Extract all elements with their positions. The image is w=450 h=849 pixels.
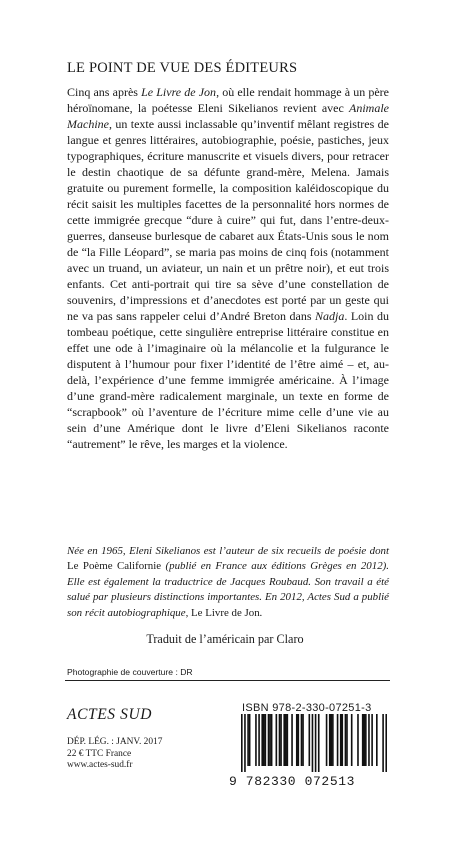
barcode-bar	[247, 714, 249, 766]
barcode-bar	[279, 714, 281, 766]
barcode-bar	[312, 714, 314, 772]
barcode-digits: 9 782330 072513	[229, 774, 356, 789]
barcode-bar	[283, 714, 285, 766]
legal-info	[67, 737, 162, 772]
barcode-bar	[368, 714, 370, 766]
barcode-bar	[326, 714, 328, 766]
description-text-3: , un texte aussi inclassable qu’inventif mêlant registres de langue et genres littéraires, autobiographie, poésie, pastiches, jeux typographiques, écriture manuscrite et visuels divers, pour retracer le destin chaotique de sa défunte grand-mère, Melena. Jamais gratuite ou purement formelle, la composition kaléidoscopique du récit saisit les multiples facettes de la personnalité hors normes de cette immigrée grecque “dure à cuire” qui fut, dans l’entre-deux-guerres, danseuse burlesque de cabaret aux États-Unis sous le nom de “la Fille Léopard”, se maria pas moins de cinq fois (notamment avec un truand, un aviateur, un nain et un prêtre noir), et eut trois enfants. Cet anti-portrait qui tire sa sève d’une constellation de souvenirs, d’impressions et d’anecdotes est porté par un geste qui ne va pas sans rappeler celui d’André Breton dans	[67, 117, 389, 323]
translator-credit: Traduit de l’américain par Claro	[146, 632, 304, 646]
bio-title-poeme: Le Poème Californie	[67, 560, 162, 573]
barcode-bar	[376, 714, 378, 766]
barcode-bar	[309, 714, 311, 766]
barcode-bar	[291, 714, 293, 766]
description-text-2: , où elle rendait hommage à un père héroïnomane, la poétesse Eleni Sikelianos revient avec	[67, 85, 389, 115]
barcode-bar	[318, 714, 320, 772]
divider	[65, 680, 390, 681]
barcode-bar	[301, 714, 303, 766]
isbn-label: ISBN 978-2-330-07251-3	[242, 702, 372, 714]
barcode-bar	[337, 714, 339, 766]
barcode-bar	[385, 714, 387, 772]
description-text-1: Cinq ans après	[67, 85, 142, 99]
barcode-bar	[280, 714, 282, 766]
photo-credit: Photographie de couverture : DR	[67, 667, 193, 677]
description-text-4: . Loin du tombeau poétique, cette singulière entreprise littéraire constitue en effet une ode à l’imaginaire où la mélancolie et la fulgurance le disputent à l’humour pour fixer l’identité de l’être aimé – et, au-delà, l’expérience d’une femme immigrée américaine. À l’image d’une grand-mère radicalement marginale, un texte en forme de “scrapbook” où l’aventure de l’écriture mime celle d’une vie au sein d’une Amérique dont le livre d’Eleni Sikelianos raconte “autrement” le rêve, les marges et la violence.	[67, 309, 389, 451]
barcode-bar	[332, 714, 334, 766]
book-title-jon: Le Livre de Jon	[141, 85, 217, 99]
barcode-bar	[241, 714, 243, 772]
barcode-bar	[382, 714, 384, 772]
barcode-bar	[329, 714, 331, 766]
book-title-animale: Animale Machine	[67, 101, 389, 131]
bio-text-3: .	[259, 606, 263, 619]
barcode-bar	[258, 714, 260, 766]
barcode-bar	[276, 714, 278, 766]
barcode-bar	[296, 714, 298, 766]
barcode-bar	[345, 714, 347, 766]
publisher-name: ACTES SUD	[67, 706, 153, 723]
barcode-bar	[255, 714, 257, 766]
barcode-bar	[346, 714, 348, 766]
book-title-nadja: Nadja	[315, 309, 345, 323]
barcode-bar	[365, 714, 367, 766]
barcode-bar	[371, 714, 373, 766]
barcode-bar	[261, 714, 263, 766]
barcode-bar	[269, 714, 271, 766]
website: www.actes-sud.fr	[67, 760, 133, 771]
barcode-bar	[268, 714, 270, 766]
barcode	[241, 714, 387, 772]
barcode-bar	[330, 714, 332, 766]
barcode-bar	[340, 714, 342, 766]
barcode-bar	[271, 714, 273, 766]
barcode-bar	[249, 714, 251, 766]
barcode-bar	[302, 714, 304, 766]
barcode-bar	[341, 714, 343, 766]
barcode-bar	[357, 714, 359, 766]
barcode-bar	[287, 714, 289, 766]
barcode-bar	[363, 714, 365, 766]
price: 22 € TTC France	[67, 748, 132, 759]
barcode-bar	[263, 714, 265, 766]
bio-text-1: Née en 1965, Eleni Sikelianos est l’auteur de six recueils de poésie dont	[67, 545, 389, 557]
legal-deposit: DÉP. LÉG. : JANV. 2017	[67, 737, 163, 747]
barcode-bar	[362, 714, 364, 766]
barcode-bar	[265, 714, 267, 766]
bio-title-jon: Le Livre de Jon	[191, 606, 260, 619]
barcode-bar	[315, 714, 317, 772]
barcode-bar	[351, 714, 353, 766]
bio-text-2: (publié en France aux éditions Grèges en 2012). Elle est également la traductrice de Jacques Roubaud. Son travail a été salué par plusieurs distinctions importantes. En 2012, Actes Sud a publié son récit autobiographique,	[67, 560, 389, 619]
barcode-bar	[285, 714, 287, 766]
barcode-bar	[244, 714, 246, 772]
author-bio	[67, 544, 389, 621]
barcode-bar	[298, 714, 300, 766]
publisher-description	[67, 84, 389, 452]
section-heading: LE POINT DE VUE DES ÉDITEURS	[67, 60, 298, 76]
